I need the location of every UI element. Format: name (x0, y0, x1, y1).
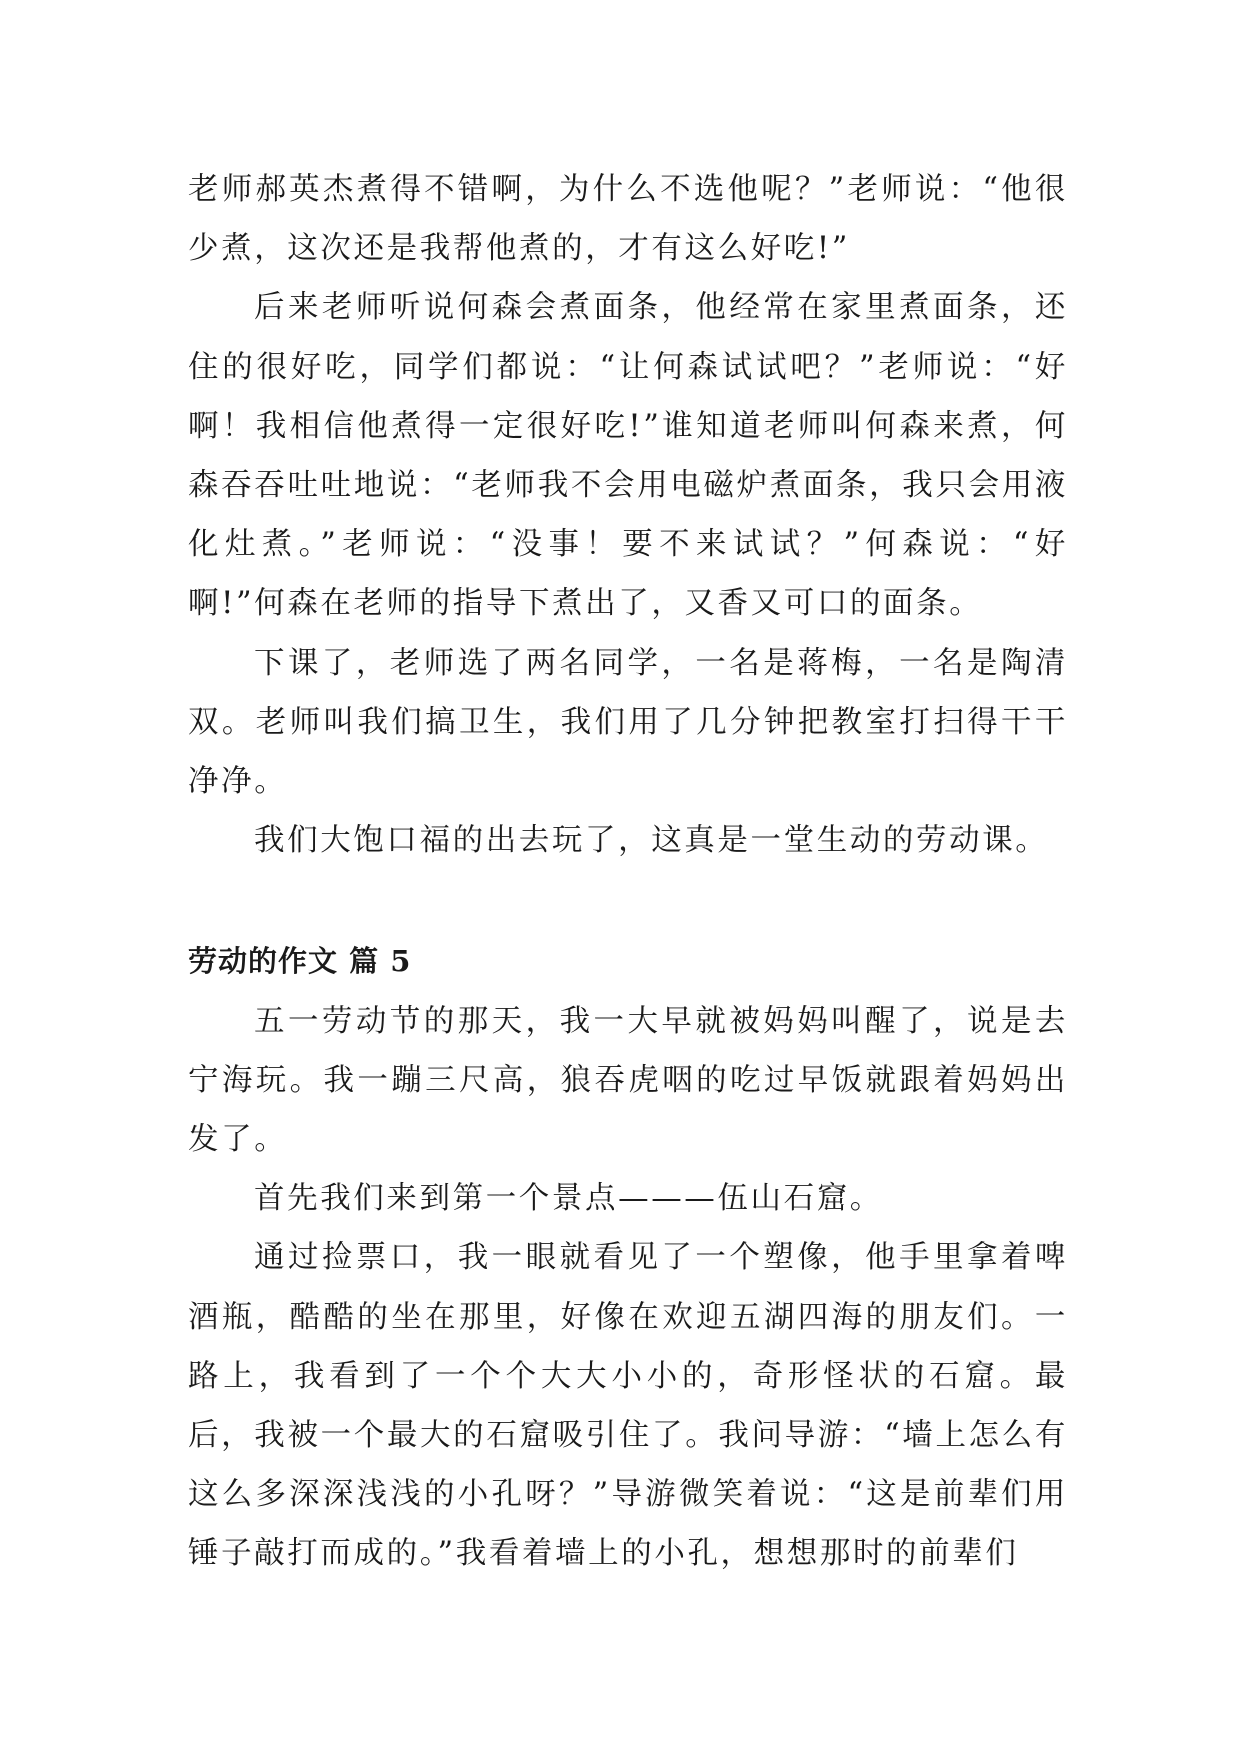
paragraph-2: 后来老师听说何森会煮面条，他经常在家里煮面条，还住的很好吃，同学们都说：“让何森试试吧？”老师说：“好啊！我相信他煮得一定很好吃!”谁知道老师叫何森来煮，何森吞吞吐吐地说：“老师我不会用电磁炉煮面条，我只会用液化灶煮。”老师说：“没事！要不来试试？”何森说：“好啊!”何森在老师的指导下煮出了，又香又可口的面条。 (188, 290, 1068, 622)
paragraph-7: 通过捡票口，我一眼就看见了一个塑像，他手里拿着啤酒瓶，酷酷的坐在那里，好像在欢迎五湖四海的朋友们。一路上，我看到了一个个大大小小的，奇形怪状的石窟。最后，我被一个最大的石窟吸引住了。我问导游：“墙上怎么有这么多深深浅浅的小孔呀？”导游微笑着说：“这是前辈们用锤子敲打而成的。”我看着墙上的小孔，想想那时的前辈们 (188, 1240, 1068, 1572)
section-heading: 劳动的作文 篇 5 (188, 944, 412, 979)
paragraph-4: 我们大饱口福的出去玩了，这真是一堂生动的劳动课。 (254, 823, 1049, 859)
paragraph-5: 五一劳动节的那天，我一大早就被妈妈叫醒了，说是去宁海玩。我一蹦三尺高，狼吞虎咽的吃过早饭就跟着妈妈出发了。 (188, 1003, 1068, 1158)
paragraph-3: 下课了，老师选了两名同学，一名是蒋梅，一名是陶清双。老师叫我们搞卫生，我们用了几分钟把教室打扫得干干净净。 (188, 645, 1068, 800)
paragraph-6: 首先我们来到第一个景点———伍山石窟。 (254, 1181, 883, 1217)
paragraph-1: 老师郝英杰煮得不错啊，为什么不选他呢？”老师说：“他很少煮，这次还是我帮他煮的，才有这么好吃!” (188, 172, 1068, 267)
document-body (188, 160, 1068, 1584)
